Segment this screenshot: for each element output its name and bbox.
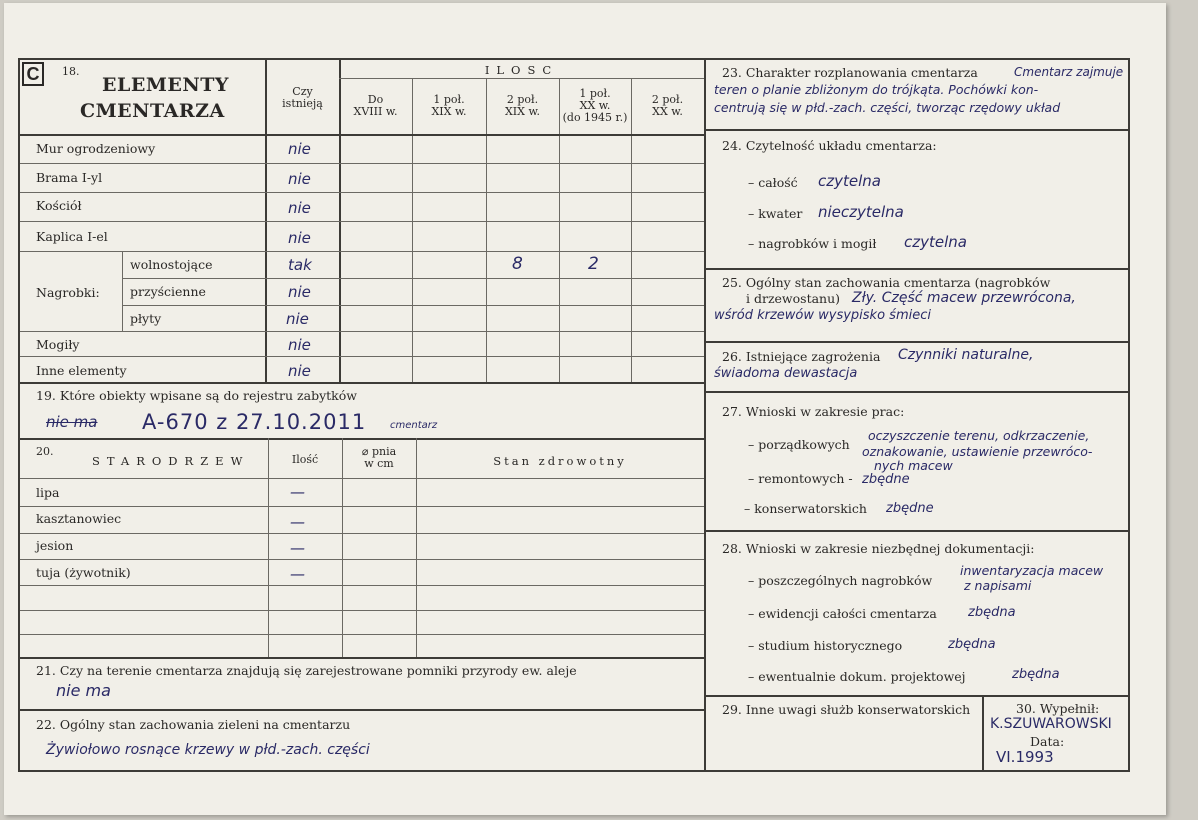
s26-value-1: Czynniki naturalne, bbox=[898, 347, 1034, 363]
s26-label: 26. Istniejące zagrożenia bbox=[722, 349, 881, 364]
s21-label: 21. Czy na terenie cmentarza znajdują się zarejestrowane pomniki przyrody ew. aleje bbox=[36, 663, 577, 678]
grid-line bbox=[412, 78, 413, 382]
grid-line bbox=[416, 438, 417, 657]
s21-value: nie ma bbox=[56, 681, 111, 700]
s20-col-health: Stan zdrowotny bbox=[493, 454, 627, 468]
grid-line bbox=[20, 163, 704, 164]
tree-name: tuja (żywotnik) bbox=[36, 565, 131, 580]
grid-line bbox=[20, 506, 704, 507]
period-header: 2 poł. XX w. bbox=[651, 93, 684, 118]
s30-date-label: Data: bbox=[1030, 734, 1065, 749]
form-code-box: C bbox=[22, 62, 44, 86]
s24-item-value: czytelna bbox=[818, 172, 881, 190]
s19-label: 19. Które obiekty wpisane są do rejestru zabytków bbox=[36, 388, 357, 403]
nagrobki-type: płyty bbox=[130, 311, 162, 326]
grid-line bbox=[20, 709, 704, 711]
s25-label-2: i drzewostanu) bbox=[746, 291, 841, 306]
s24-item-value: czytelna bbox=[904, 233, 967, 251]
period-header: Do XVIII w. bbox=[353, 93, 398, 118]
s28-item-value: zbędna bbox=[1012, 667, 1060, 682]
nagrobki-count-xx1: 2 bbox=[588, 254, 599, 274]
nagrobki-count-xix2: 8 bbox=[512, 254, 523, 274]
period-header: 1 poł. XX w. (do 1945 r.) bbox=[562, 87, 628, 124]
grid-line bbox=[20, 533, 704, 534]
s27-item-value: zbędne bbox=[886, 501, 934, 516]
s25-label-1: 25. Ogólny stan zachowania cmentarza (nagrobków bbox=[722, 275, 1051, 290]
grid-line bbox=[704, 695, 1130, 697]
s20-col-diameter: ⌀ pnia w cm bbox=[361, 445, 397, 470]
grid-line bbox=[20, 585, 704, 586]
grid-line bbox=[486, 78, 487, 382]
element-label: Mogiły bbox=[36, 337, 80, 352]
tree-name: jesion bbox=[36, 538, 74, 553]
s30-label: 30. Wypełnił: bbox=[1016, 701, 1100, 716]
grid-line bbox=[704, 268, 1130, 270]
grid-line bbox=[20, 657, 704, 659]
s18-title-1: ELEMENTY bbox=[102, 74, 229, 96]
grid-line bbox=[982, 695, 984, 770]
s24-item-label: – kwater bbox=[748, 206, 803, 221]
tree-qty: — bbox=[290, 483, 305, 501]
s25-value-2: wśród krzewów wysypisko śmieci bbox=[714, 308, 931, 323]
grid-line bbox=[20, 634, 704, 635]
s28-item-label: – ewentualnie dokum. projektowej bbox=[748, 669, 966, 684]
s23-label: 23. Charakter rozplanowania cmentarza bbox=[722, 65, 978, 80]
grid-line bbox=[122, 251, 123, 331]
s29-label: 29. Inne uwagi służb konserwatorskich bbox=[722, 702, 971, 717]
tree-qty: — bbox=[290, 565, 305, 583]
s27-item-value: zbędne bbox=[862, 472, 910, 487]
s28-item-value: zbędna bbox=[968, 605, 1016, 620]
element-label: Inne elementy bbox=[36, 363, 127, 378]
grid-line bbox=[122, 278, 704, 279]
element-label: Brama I-yl bbox=[36, 170, 103, 185]
tree-qty: — bbox=[290, 513, 305, 531]
grid-line bbox=[20, 382, 704, 384]
s27-item-value: nych macew bbox=[874, 458, 953, 473]
s20-number: 20. bbox=[36, 445, 54, 458]
s22-value: Żywiołowo rosnące krzewy w płd.-zach. części bbox=[46, 742, 370, 758]
grid-line bbox=[20, 134, 704, 136]
grid-line bbox=[20, 478, 704, 479]
s24-label: 24. Czytelność układu cmentarza: bbox=[722, 138, 937, 153]
s20-col-qty: Ilość bbox=[291, 453, 319, 466]
s26-value-2: świadoma dewastacja bbox=[714, 366, 858, 381]
tree-qty: — bbox=[290, 539, 305, 557]
element-exists: nie bbox=[288, 199, 311, 217]
element-exists: nie bbox=[288, 140, 311, 158]
s23-value-2: teren o planie zbliżonym do trójkąta. Pochówki kon- bbox=[714, 82, 1039, 97]
element-label: Kościół bbox=[36, 198, 82, 213]
grid-line bbox=[122, 305, 704, 306]
s25-value-1: Zły. Część macew przewrócona, bbox=[852, 290, 1076, 306]
s28-item-label: – poszczególnych nagrobków bbox=[748, 573, 933, 588]
nagrobki-type: wolnostojące bbox=[130, 257, 213, 272]
grid-line bbox=[20, 192, 704, 193]
grid-line bbox=[20, 610, 704, 611]
s28-item-value: z napisami bbox=[964, 578, 1032, 593]
s28-item-value: inwentaryzacja macew bbox=[960, 563, 1104, 578]
s19-note: cmentarz bbox=[390, 420, 438, 431]
grid-line bbox=[704, 391, 1130, 393]
grid-line bbox=[20, 221, 704, 222]
tree-name: lipa bbox=[36, 485, 60, 500]
grid-line bbox=[704, 341, 1130, 343]
nagrobki-label: Nagrobki: bbox=[36, 285, 100, 300]
s28-item-value: zbędna bbox=[948, 637, 996, 652]
grid-line bbox=[704, 129, 1130, 131]
s24-item-label: – nagrobków i mogił bbox=[748, 236, 877, 251]
s23-value-1: Cmentarz zajmuje bbox=[1014, 65, 1124, 79]
grid-line bbox=[268, 438, 269, 657]
element-exists: nie bbox=[288, 170, 311, 188]
s19-struck-value: nie ma bbox=[46, 413, 98, 431]
s27-item-value: oznakowanie, ustawienie przewróco- bbox=[862, 444, 1093, 459]
s27-item-value: oczyszczenie terenu, odkrzaczenie, bbox=[868, 428, 1090, 443]
s28-label: 28. Wnioski w zakresie niezbędnej dokumentacji: bbox=[722, 541, 1035, 556]
s27-item-label: – porządkowych bbox=[748, 437, 850, 452]
s22-label: 22. Ogólny stan zachowania zieleni na cmentarzu bbox=[36, 717, 351, 732]
element-exists: nie bbox=[288, 362, 311, 380]
s19-value: A-670 z 27.10.2011 bbox=[142, 410, 367, 434]
element-label: Kaplica I-el bbox=[36, 229, 108, 244]
grid-line bbox=[339, 78, 704, 79]
s30-name: K.SZUWAROWSKI bbox=[990, 716, 1112, 732]
col-exists-header: Czy istnieją bbox=[282, 85, 323, 110]
period-header: 2 poł. XIX w. bbox=[504, 93, 541, 118]
s28-item-label: – ewidencji całości cmentarza bbox=[748, 606, 937, 621]
s18-title-2: CMENTARZA bbox=[80, 100, 225, 122]
element-label: Mur ogrodzeniowy bbox=[36, 141, 156, 156]
s23-value-3: centrują się w płd.-zach. części, tworząc rzędowy układ bbox=[714, 100, 1061, 115]
s24-item-value: nieczytelna bbox=[818, 203, 904, 221]
element-exists: nie bbox=[288, 229, 311, 247]
s18-number: 18. bbox=[62, 65, 80, 78]
s24-item-label: – całość bbox=[748, 175, 798, 190]
ilosc-header: ILOSC bbox=[484, 63, 559, 77]
nagrobki-type: przyścienne bbox=[130, 284, 206, 299]
grid-line bbox=[20, 356, 704, 357]
s27-label: 27. Wnioski w zakresie prac: bbox=[722, 404, 905, 419]
s27-item-label: – remontowych - bbox=[748, 471, 853, 486]
grid-line bbox=[20, 331, 704, 332]
grid-line bbox=[20, 438, 704, 440]
grid-line bbox=[342, 438, 343, 657]
grid-line bbox=[704, 530, 1130, 532]
nagrobki-exists: nie bbox=[286, 310, 309, 328]
s30-date: VI.1993 bbox=[996, 748, 1054, 766]
element-exists: nie bbox=[288, 336, 311, 354]
grid-line bbox=[20, 559, 704, 560]
s28-item-label: – studium historycznego bbox=[748, 638, 903, 653]
nagrobki-exists: tak bbox=[288, 256, 312, 274]
period-header: 1 poł. XIX w. bbox=[431, 93, 467, 118]
s27-item-label: – konserwatorskich bbox=[744, 501, 867, 516]
nagrobki-exists: nie bbox=[288, 283, 311, 301]
column-divider bbox=[704, 60, 706, 770]
s20-title: STARODRZEW bbox=[92, 454, 250, 468]
grid-line bbox=[631, 78, 632, 382]
tree-name: kasztanowiec bbox=[36, 511, 122, 526]
